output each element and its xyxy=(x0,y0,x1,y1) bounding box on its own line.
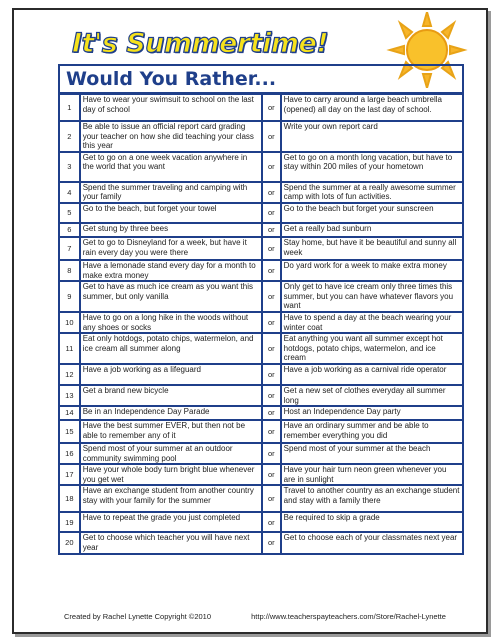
or-label: or xyxy=(262,420,281,443)
table-row xyxy=(59,121,463,152)
option-a: Get stung by three bees xyxy=(80,223,262,237)
question-number: 13 xyxy=(59,385,80,406)
or-label: or xyxy=(262,512,281,532)
option-a: Have the best summer EVER, but then not be able to remember any of it xyxy=(80,420,262,443)
question-number: 16 xyxy=(59,443,80,464)
or-label: or xyxy=(262,312,281,333)
option-a: Eat only hotdogs, potato chips, watermelon, and ice cream all summer along xyxy=(80,333,262,364)
option-b: Get a new set of clothes everyday all summer long xyxy=(281,385,463,406)
or-label: or xyxy=(262,182,281,203)
table-row xyxy=(59,420,463,443)
question-number: 18 xyxy=(59,485,80,512)
or-label: or xyxy=(262,406,281,420)
option-a: Have to wear your swimsuit to school on the last day of school xyxy=(80,94,262,121)
option-a: Spend the summer traveling and camping with your family xyxy=(80,182,262,203)
option-b: Write your own report card xyxy=(281,121,463,152)
option-b: Spend most of your summer at the beach xyxy=(281,443,463,464)
question-number: 15 xyxy=(59,420,80,443)
or-label: or xyxy=(262,532,281,553)
option-b: Spend the summer at a really awesome summer camp with lots of fun activities. xyxy=(281,182,463,203)
store-url: http://www.teacherspayteachers.com/Store/Rachel-Lynette xyxy=(251,612,446,621)
option-a: Be in an Independence Day Parade xyxy=(80,406,262,420)
question-number: 14 xyxy=(59,406,80,420)
option-a: Spend most of your summer at an outdoor community swimming pool xyxy=(80,443,262,464)
option-b: Have to spend a day at the beach wearing your winter coat xyxy=(281,312,463,333)
or-label: or xyxy=(262,443,281,464)
option-b: Do yard work for a week to make extra money xyxy=(281,260,463,281)
table-row xyxy=(59,237,463,260)
option-a: Get to go to Disneyland for a week, but have it rain every day you were there xyxy=(80,237,262,260)
question-number: 17 xyxy=(59,464,80,485)
option-b: Eat anything you want all summer except hot hotdogs, potato chips, watermelon, and ice cream xyxy=(281,333,463,364)
or-label: or xyxy=(262,385,281,406)
option-b: Have a job working as a carnival ride operator xyxy=(281,364,463,385)
option-a: Have an exchange student from another country stay with your family for the summer xyxy=(80,485,262,512)
question-number: 19 xyxy=(59,512,80,532)
option-b: Get to choose each of your classmates next year xyxy=(281,532,463,553)
copyright-credit: Created by Rachel Lynette Copyright ©2010 xyxy=(64,612,212,621)
table-row xyxy=(59,512,463,532)
option-a: Get to choose which teacher you will have next year xyxy=(80,532,262,553)
or-label: or xyxy=(262,260,281,281)
question-number: 20 xyxy=(59,532,80,553)
table-row xyxy=(59,260,463,281)
question-number: 12 xyxy=(59,364,80,385)
or-label: or xyxy=(262,281,281,312)
question-number: 4 xyxy=(59,182,80,203)
option-a: Get to go on a one week vacation anywhere in the world that you want xyxy=(80,152,262,182)
option-b: Be required to skip a grade xyxy=(281,512,463,532)
option-b: Get to go on a month long vacation, but have to stay within 200 miles of your hometown xyxy=(281,152,463,182)
or-label: or xyxy=(262,223,281,237)
footer xyxy=(64,612,446,621)
table-row xyxy=(59,406,463,420)
option-b: Have to carry around a large beach umbrella (opened) all day on the last day of school. xyxy=(281,94,463,121)
option-b: Stay home, but have it be beautiful and sunny all week xyxy=(281,237,463,260)
question-number: 8 xyxy=(59,260,80,281)
option-b: Only get to have ice cream only three times this summer, but you can have whatever flavors you want xyxy=(281,281,463,312)
or-label: or xyxy=(262,203,281,223)
table-row xyxy=(59,443,463,464)
option-b: Have an ordinary summer and be able to remember everything you did xyxy=(281,420,463,443)
option-a: Be able to issue an official report card grading your teacher on how she did teaching your class this year xyxy=(80,121,262,152)
question-number: 6 xyxy=(59,223,80,237)
worksheet-page xyxy=(12,8,488,634)
table-row xyxy=(59,182,463,203)
option-a: Have your whole body turn bright blue whenever you get wet xyxy=(80,464,262,485)
question-number: 2 xyxy=(59,121,80,152)
option-b: Travel to another country as an exchange student and stay with a family there xyxy=(281,485,463,512)
option-a: Have to repeat the grade you just completed xyxy=(80,512,262,532)
page-subtitle: Would You Rather... xyxy=(58,64,464,94)
question-number: 10 xyxy=(59,312,80,333)
table-row xyxy=(59,281,463,312)
table-row xyxy=(59,152,463,182)
table-row xyxy=(59,485,463,512)
option-a: Have a lemonade stand every day for a month to make extra money xyxy=(80,260,262,281)
table-row xyxy=(59,385,463,406)
or-label: or xyxy=(262,485,281,512)
table-row xyxy=(59,464,463,485)
option-a: Get to have as much ice cream as you want this summer, but only vanilla xyxy=(80,281,262,312)
question-number: 11 xyxy=(59,333,80,364)
or-label: or xyxy=(262,121,281,152)
page-title: It's Summertime! xyxy=(72,28,329,59)
table-row xyxy=(59,94,463,121)
table-row xyxy=(59,532,463,553)
option-a: Go to the beach, but forget your towel xyxy=(80,203,262,223)
question-number: 7 xyxy=(59,237,80,260)
table-row xyxy=(59,223,463,237)
option-a: Get a brand new bicycle xyxy=(80,385,262,406)
or-label: or xyxy=(262,152,281,182)
table-row xyxy=(59,333,463,364)
question-number: 1 xyxy=(59,94,80,121)
table-row xyxy=(59,312,463,333)
option-a: Have to go on a long hike in the woods without any shoes or socks xyxy=(80,312,262,333)
option-a: Have a job working as a lifeguard xyxy=(80,364,262,385)
or-label: or xyxy=(262,333,281,364)
or-label: or xyxy=(262,364,281,385)
question-number: 5 xyxy=(59,203,80,223)
option-b: Have your hair turn neon green whenever you are in sunlight xyxy=(281,464,463,485)
option-b: Get a really bad sunburn xyxy=(281,223,463,237)
option-b: Host an Independence Day party xyxy=(281,406,463,420)
question-number: 9 xyxy=(59,281,80,312)
question-number: 3 xyxy=(59,152,80,182)
table-row xyxy=(59,203,463,223)
or-label: or xyxy=(262,94,281,121)
questions-table xyxy=(58,93,464,555)
or-label: or xyxy=(262,464,281,485)
option-b: Go to the beach but forget your sunscreen xyxy=(281,203,463,223)
table-row xyxy=(59,364,463,385)
or-label: or xyxy=(262,237,281,260)
